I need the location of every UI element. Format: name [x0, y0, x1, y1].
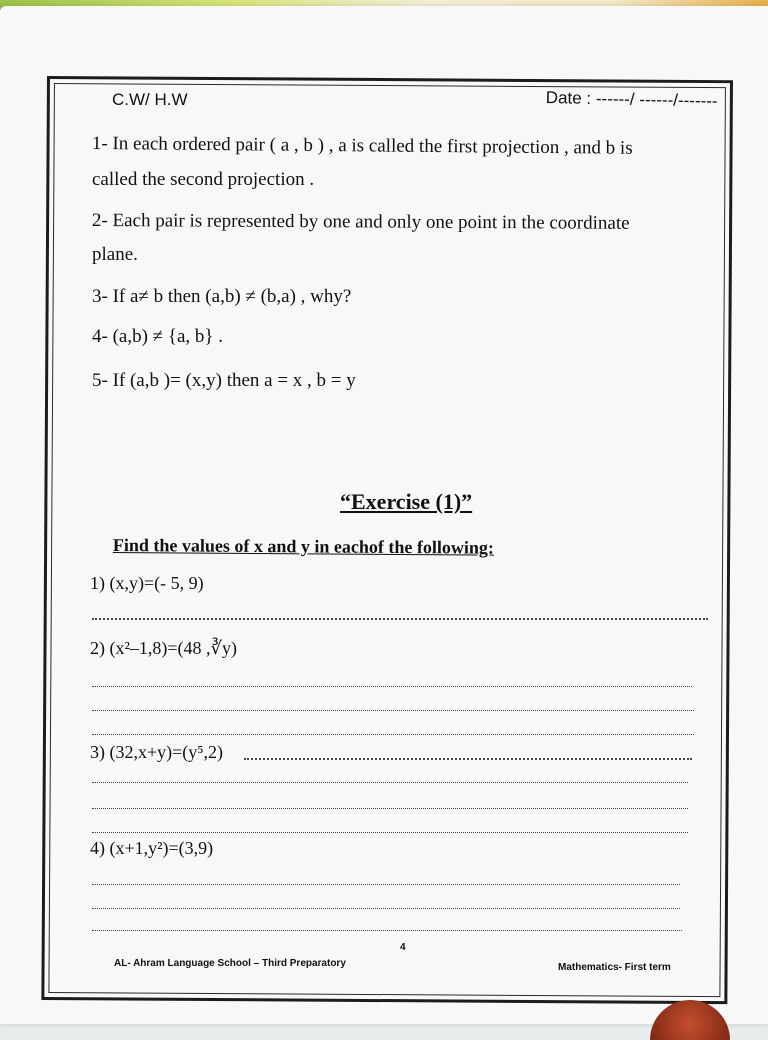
question-4: 4) (x+1,y²)=(3,9)	[90, 838, 214, 858]
answer-line	[92, 686, 692, 687]
answer-line	[92, 618, 708, 620]
answer-line	[244, 758, 692, 760]
note-3: 3- If a≠ b then (a,b) ≠ (b,a) , why?	[92, 286, 352, 307]
question-2: 2) (x²–1,8)=(48 ,∛y)	[90, 638, 237, 658]
answer-line	[92, 884, 680, 885]
answer-line	[92, 808, 688, 809]
note-4: 4- (a,b) ≠ {a, b} .	[92, 326, 224, 347]
note-1: 1- In each ordered pair ( a , b ) , a is called the first projection , and b is	[91, 133, 633, 159]
class-homework-label: C.W/ H.W	[112, 90, 188, 109]
subject-term: Mathematics- First term	[558, 962, 671, 973]
question-1: 1) (x,y)=(- 5, 9)	[90, 573, 204, 593]
answer-line	[92, 782, 688, 783]
school-name: AL- Ahram Language School – Third Preparatory	[114, 958, 346, 969]
answer-line	[92, 710, 694, 711]
note-1-cont: called the second projection .	[92, 169, 315, 190]
worksheet-page	[0, 6, 768, 1024]
question-3: 3) (32,x+y)=(y⁵,2)	[90, 742, 224, 762]
answer-line	[92, 734, 694, 735]
note-2: 2- Each pair is represented by one and only one point in the coordinate	[91, 210, 630, 234]
answer-line	[92, 832, 688, 833]
note-5: 5- If (a,b )= (x,y) then a = x , b = y	[92, 370, 356, 391]
note-2-cont: plane.	[92, 244, 138, 265]
answer-line	[92, 930, 682, 931]
exercise-instruction: Find the values of x and y in eachof the following:	[112, 535, 495, 558]
date-field: Date : ------/ ------/-------	[545, 88, 718, 111]
exercise-title: “Exercise (1)”	[340, 489, 473, 514]
page-number: 4	[400, 942, 406, 953]
answer-line	[92, 908, 680, 909]
